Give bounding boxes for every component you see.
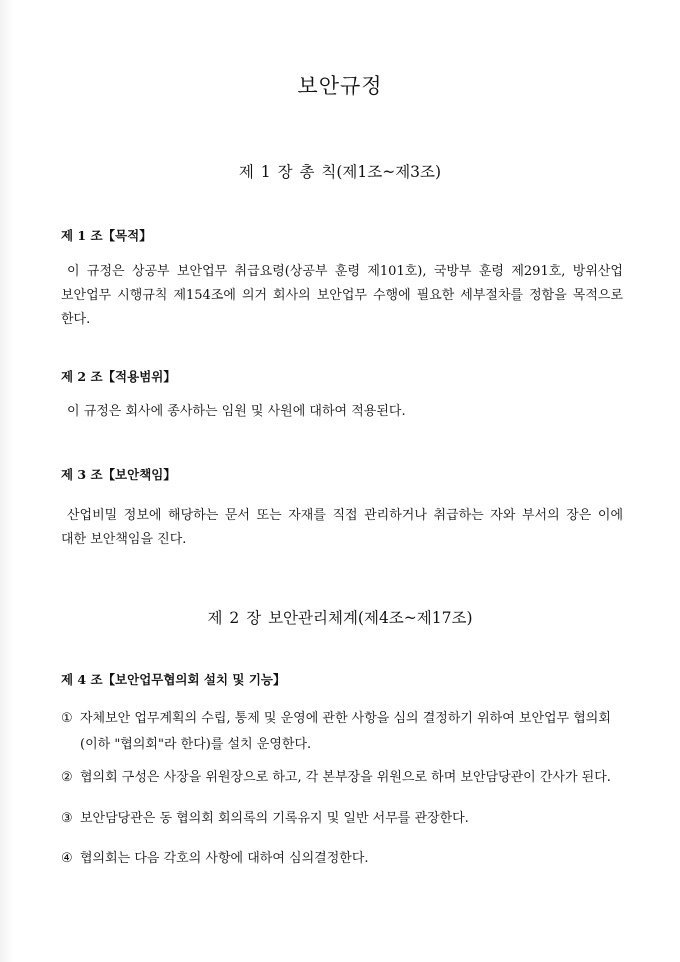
page-edge-shadow [0, 0, 14, 962]
item-text: 협의회 구성은 사장을 위원장으로 하고, 각 본부장을 위원으로 하며 보안담당관이 간사가 된다. [80, 770, 611, 785]
item-text: 자체보안 업무계획의 수립, 통제 및 운영에 관한 사항을 심의 결정하기 위하여 보안업무 협의회(이하 "협의회"라 한다)를 설치 운영한다. [80, 711, 611, 752]
chapter-1-heading: 제 1 장 총 칙(제1조~제3조) [238, 163, 442, 181]
article-4-item [61, 846, 623, 872]
item-number: ① [61, 711, 73, 726]
article-4-item [61, 806, 623, 832]
article-4-item [61, 706, 623, 758]
article-4-heading: 제 4 조【보안업무협의회 설치 및 기능】 [61, 672, 286, 687]
article-3-text: 산업비밀 정보에 해당하는 문서 또는 자재를 직접 관리하거나 취급하는 자와 부서의 장은 이에 대한 보안책임을 진다. [61, 508, 623, 547]
article-2-heading: 제 2 조【적용범위】 [61, 369, 176, 384]
item-number: ④ [61, 851, 73, 866]
item-text: 보안담당관은 동 협의회 회의록의 기록유지 및 일반 서무를 관장한다. [80, 811, 469, 826]
article-1-text: 이 규정은 상공부 보안업무 취급요령(상공부 훈령 제101호), 국방부 훈령 제291호, 방위산업 보안업무 시행규칙 제154조에 의거 회사의 보안업무 수행에 필요한 세부절차를 정함을 목적으로 한다. [61, 264, 623, 327]
article-1-heading: 제 1 조【목적】 [61, 228, 152, 243]
chapter-2-heading: 제 2 장 보안관리체계(제4조~제17조) [207, 609, 473, 627]
document-title: 보안규정 [297, 74, 383, 98]
item-text: 협의회는 다음 각호의 사항에 대하여 심의결정한다. [80, 851, 369, 866]
item-number: ③ [61, 811, 73, 826]
article-3-heading: 제 3 조【보안책임】 [61, 467, 176, 482]
article-2-text: 이 규정은 회사에 종사하는 임원 및 사원에 대하여 적용된다. [67, 404, 406, 419]
article-4-item [61, 765, 623, 791]
item-number: ② [61, 770, 73, 785]
